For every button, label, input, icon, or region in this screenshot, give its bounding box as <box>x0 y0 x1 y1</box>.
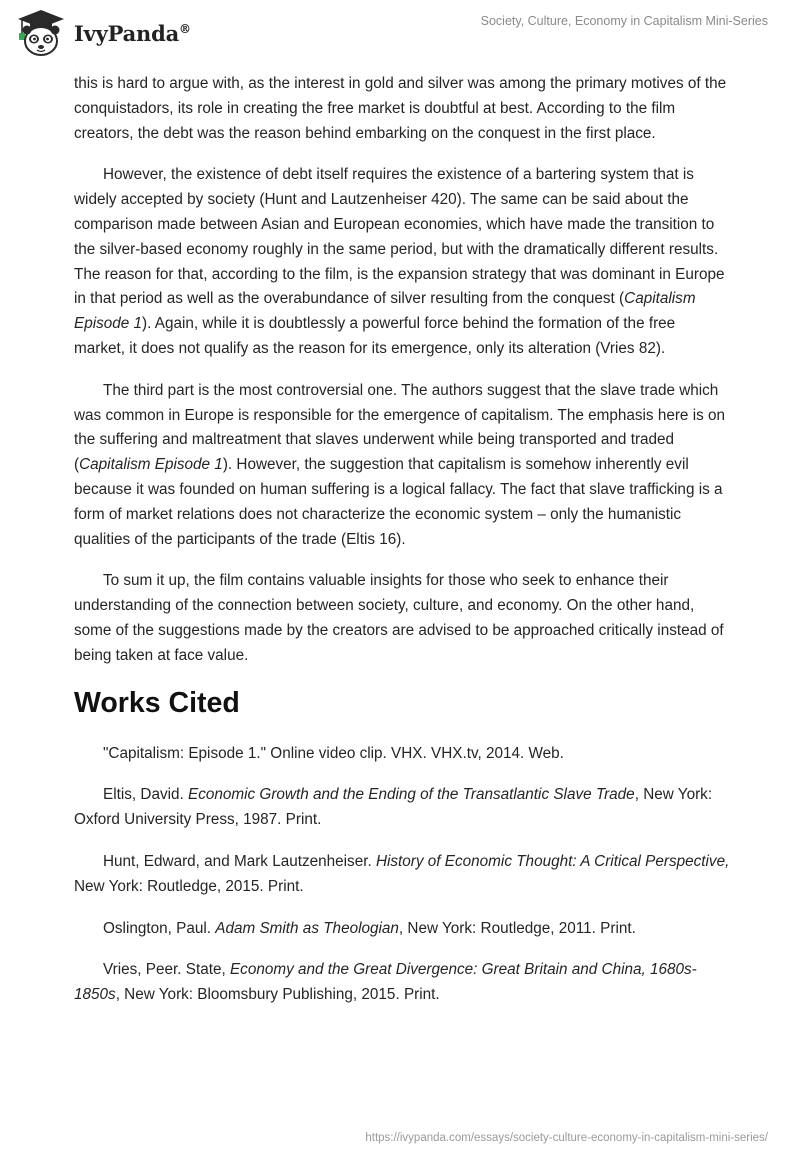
paragraph-text: The third part is the most controversial one. The authors suggest that the slave trade which was common in Europe is responsible for the emergence of capitalism. The emphasis here is on the suffering and maltreatment that slaves underwent while being transported and traded ( <box>74 381 726 474</box>
paragraph-italic: Capitalism Episode 1 <box>74 290 696 333</box>
paragraph-text: However, the existence of debt itself requires the existence of a bartering system that is widely accepted by society (Hunt and Lautzenheiser 420). The same can be said about the comparison made between Asian and European economies, which have made the transition to the silver-based economy roughly in the same period, but with the dramatically different results. The reason for that, according to the film, is the expansion strategy that was dominant in Europe in that period as well as the overabundance of silver resulting from the conquest ( <box>74 166 725 308</box>
registered-mark: ® <box>179 21 191 36</box>
brand-name: IvyPanda <box>74 20 180 46</box>
logo[interactable] <box>14 8 191 58</box>
citation-entry <box>74 742 730 767</box>
paragraph-italic: Capitalism Episode 1 <box>79 456 223 474</box>
document-title: Society, Culture, Economy in Capitalism Mini-Series <box>480 14 768 28</box>
citation-text: Eltis, David. <box>103 786 189 804</box>
citation-entry <box>74 958 730 1008</box>
logo-text <box>74 21 191 46</box>
paragraph <box>74 72 730 146</box>
citation-text: New York: Routledge, 2015. Print. <box>74 877 304 895</box>
citation-title: Economy and the Great Divergence: Great Britain and China, 1680s-1850s <box>74 961 697 1004</box>
citation-title: Economic Growth and the Ending of the Transatlantic Slave Trade <box>188 786 635 804</box>
citation-text: , New York: Bloomsbury Publishing, 2015. Print. <box>115 986 440 1004</box>
citation-title: History of Economic Thought: A Critical Perspective, <box>375 852 730 870</box>
source-url[interactable]: https://ivypanda.com/essays/society-culture-economy-in-capitalism-mini-series/ <box>365 1132 768 1144</box>
citation-text: , New York: Oxford University Press, 1987. Print. <box>74 786 713 829</box>
paragraph-text: this is hard to argue with, as the interest in gold and silver was among the primary motives of the conquistadors, its role in creating the free market is doubtful at best. According to the film creators, the debt was the reason behind embarking on the conquest in the first place. <box>74 75 727 142</box>
paragraph-text: ). However, the suggestion that capitalism is somehow inherently evil because it was founded on human suffering is a logical fallacy. The fact that slave trafficking is a form of market relations does not characterize the economic system – only the humanistic qualities of the participants of the trade (Eltis 16). <box>74 456 723 548</box>
citation-text: "Capitalism: Episode 1." Online video clip. VHX. VHX.tv, 2014. Web. <box>103 744 564 762</box>
page-header <box>0 0 800 70</box>
citation-entry <box>74 850 730 900</box>
essay-content <box>74 72 730 1025</box>
paragraph <box>74 569 730 668</box>
citation-text: Oslington, Paul. <box>103 919 216 937</box>
paragraph-text: To sum it up, the film contains valuable insights for those who seek to enhance their understanding of the connection between society, culture, and economy. On the other hand, some of the suggestions made by the creators are advised to be approached critically instead of being taken at face value. <box>74 572 724 664</box>
paragraph <box>74 379 730 553</box>
paragraph-text: ). Again, while it is doubtlessly a powerful force behind the formation of the free market, it does not qualify as the reason for its emergence, only its alteration (Vries 82). <box>74 315 676 357</box>
citation-text: Hunt, Edward, and Mark Lautzenheiser. <box>103 852 376 870</box>
panda-logo-icon <box>14 8 68 58</box>
citation-text: , New York: Routledge, 2011. Print. <box>398 919 636 937</box>
citation-entry <box>74 917 730 942</box>
citation-text: Vries, Peer. State, <box>103 961 230 979</box>
citation-entry <box>74 783 730 833</box>
citation-title: Adam Smith as Theologian <box>215 919 399 937</box>
works-cited-heading: Works Cited <box>74 686 240 719</box>
paragraph <box>74 163 730 361</box>
